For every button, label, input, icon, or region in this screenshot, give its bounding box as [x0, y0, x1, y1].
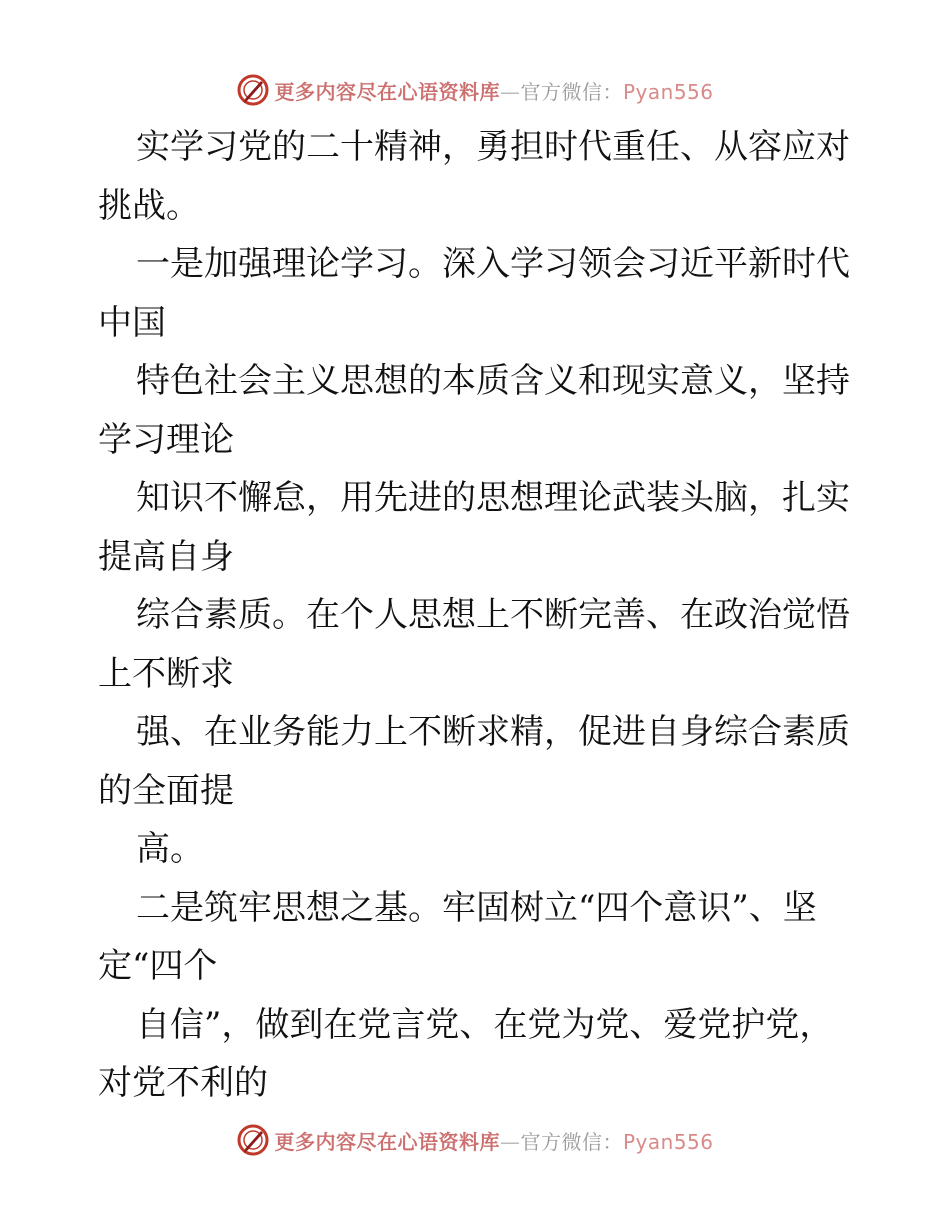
banner-label: 官方微信：	[520, 1129, 623, 1154]
footer-banner	[0, 1120, 950, 1160]
paragraph-line: 中国	[98, 302, 166, 343]
banner-main-text: 更多内容尽在心语资料库	[274, 1129, 500, 1154]
paragraph-line: 知识不懈怠，用先进的思想理论武装头脑，扎实	[136, 478, 850, 518]
paragraph-line: 特色社会主义思想的本质含义和现实意义，坚持	[136, 361, 850, 401]
paragraph-line: 高。	[136, 829, 204, 869]
paragraph-line: 提高自身	[98, 536, 234, 577]
header-banner	[0, 70, 950, 110]
banner-label: 官方微信：	[520, 79, 623, 104]
paragraph-line: 自信”，做到在党言党、在党为党、爱党护党，	[136, 1004, 834, 1045]
banner-wechat-id: Pyan556	[622, 1129, 714, 1154]
banner-separator: —	[499, 1129, 521, 1154]
paragraph-line: 定“四个	[98, 946, 218, 986]
paragraph-line: 一是加强理论学习。深入学习领会习近平新时代	[136, 244, 850, 284]
paragraph-line: 学习理论	[98, 419, 234, 460]
banner-wechat-id: Pyan556	[622, 79, 714, 104]
logo-icon	[236, 73, 270, 107]
paragraph-line: 对党不利的	[98, 1063, 268, 1103]
paragraph-line: 实学习党的二十精神，勇担时代重任、从容应对	[136, 127, 850, 167]
logo-icon	[236, 1123, 270, 1157]
paragraph-line: 上不断求	[98, 653, 234, 694]
banner-separator: —	[499, 79, 521, 104]
paragraph-line: 综合素质。在个人思想上不断完善、在政治觉悟	[136, 595, 850, 635]
paragraph-line: 二是筑牢思想之基。牢固树立“四个意识”、坚	[136, 887, 817, 928]
paragraph-line: 挑战。	[98, 185, 200, 226]
banner-main-text: 更多内容尽在心语资料库	[274, 79, 500, 104]
paragraph-line: 的全面提	[98, 770, 234, 811]
paragraph-line: 强、在业务能力上不断求精，促进自身综合素质	[136, 712, 850, 752]
document-body	[98, 118, 858, 1113]
